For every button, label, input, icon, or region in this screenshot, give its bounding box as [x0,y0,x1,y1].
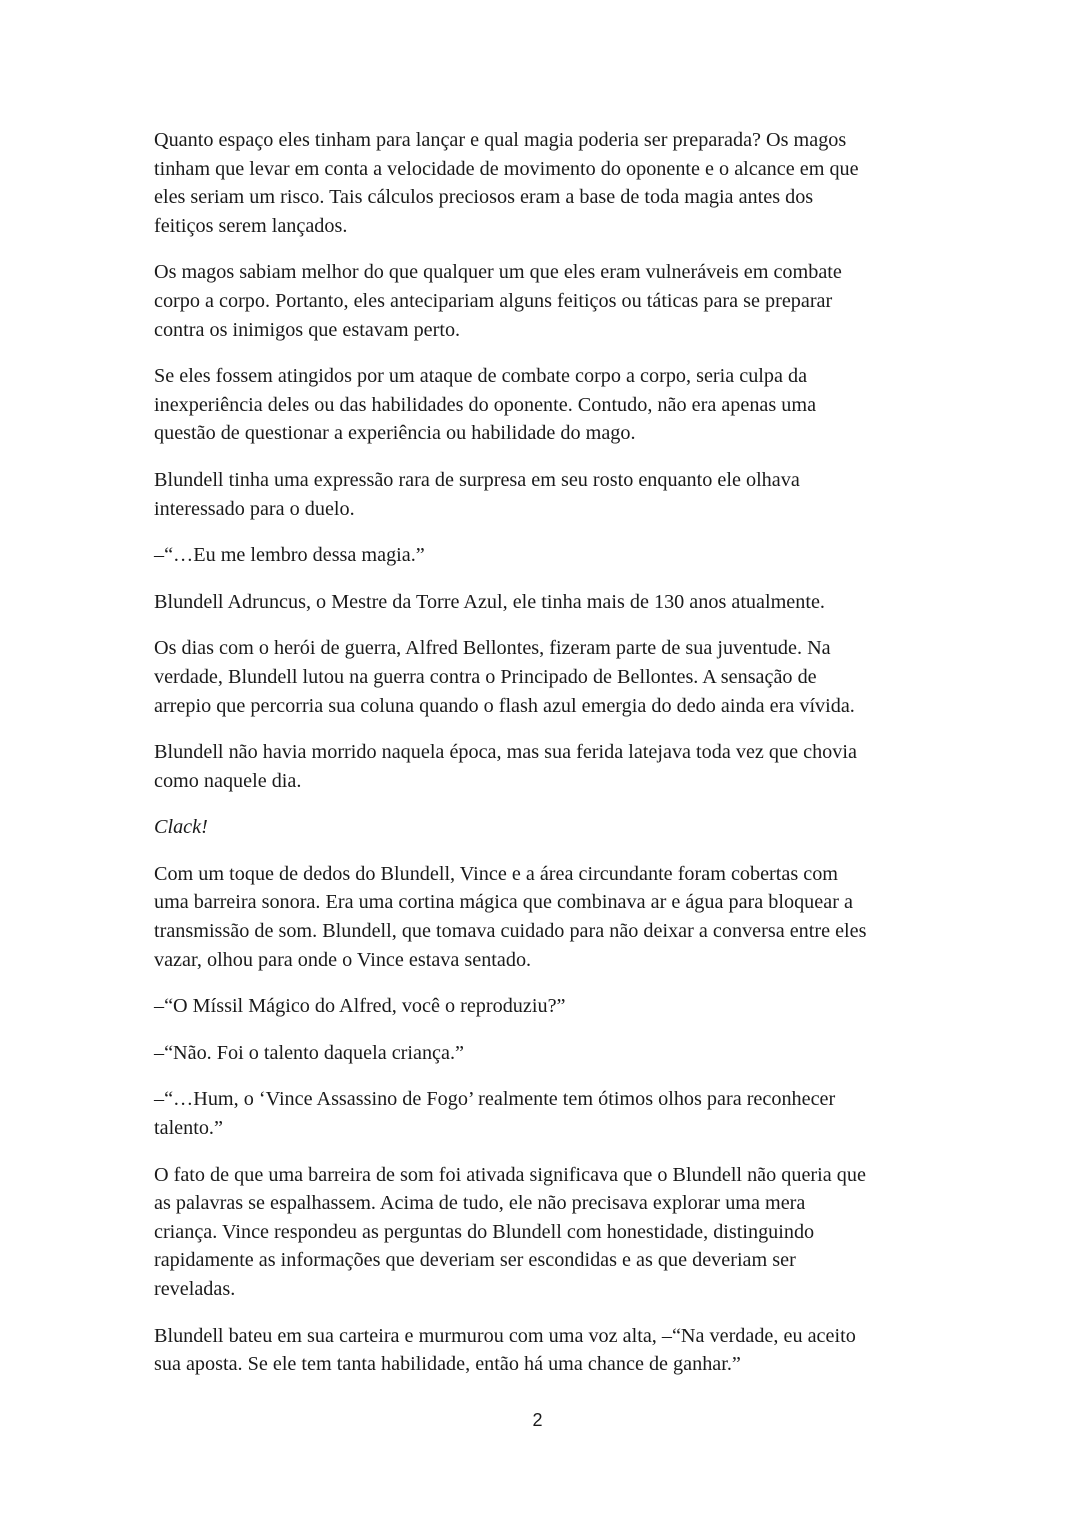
page-number: 2 [532,1410,543,1430]
paragraph: O fato de que uma barreira de som foi ativada significava que o Blundell não queria que as palavras se espalhassem. Acima de tudo, ele não precisava explorar uma mera criança. Vince respondeu as perguntas do Blundell com honestidade, distinguindo rapidamente as informações que deveriam ser escondidas e as que deveriam ser reveladas. [154,1163,866,1300]
paragraph: Se eles fossem atingidos por um ataque de combate corpo a corpo, seria culpa da inexperiência deles ou das habilidades do oponente. Contudo, não era apenas uma questão de questionar a experiência ou habilidade do mago. [154,365,817,445]
dialogue-line: –“…Hum, o ‘Vince Assassino de Fogo’ realmente tem ótimos olhos para reconhecer talento.” [154,1088,836,1140]
paragraph: Blundell Adruncus, o Mestre da Torre Azul, ele tinha mais de 130 anos atualmente. [154,590,825,613]
document-page [154,126,924,1397]
paragraph: Blundell tinha uma expressão rara de surpresa em seu rosto enquanto ele olhava interessado para o duelo. [154,468,800,520]
dialogue-line: –“…Eu me lembro dessa magia.” [154,544,425,567]
paragraph: Blundell bateu em sua carteira e murmurou com uma voz alta, –“Na verdade, eu aceito sua aposta. Se ele tem tanta habilidade, então há uma chance de ganhar.” [154,1324,856,1376]
paragraph: Os magos sabiam melhor do que qualquer um que eles eram vulneráveis em combate corpo a corpo. Portanto, eles antecipariam alguns feitiços ou táticas para se preparar contra os inimigos que estavam perto. [154,261,842,341]
paragraph: Blundell não havia morrido naquela época, mas sua ferida latejava toda vez que chovia como naquele dia. [154,741,857,792]
paragraph: Com um toque de dedos do Blundell, Vince e a área circundante foram cobertas com uma barreira sonora. Era uma cortina mágica que combinava ar e água para bloquear a transmissão de som. Blundell, que tomava cuidado para não deixar a conversa entre eles vazar, olhou para onde o Vince estava sentado. [154,862,867,971]
sound-effect-line: Clack! [154,816,208,839]
dialogue-line: –“Não. Foi o talento daquela criança.” [154,1041,464,1064]
dialogue-line: –“O Míssil Mágico do Alfred, você o reproduziu?” [154,995,566,1018]
paragraph: Os dias com o herói de guerra, Alfred Bellontes, fizeram parte de sua juventude. Na verdade, Blundell lutou na guerra contra o Principado de Bellontes. A sensação de arrepio que percorria sua coluna quando o flash azul emergia do dedo ainda era vívida. [154,637,855,717]
paragraph: Quanto espaço eles tinham para lançar e qual magia poderia ser preparada? Os magos tinham que levar em conta a velocidade de movimento do oponente e o alcance em que eles seriam um risco. Tais cálculos preciosos eram a base de toda magia antes dos feitiços serem lançados. [154,129,859,237]
